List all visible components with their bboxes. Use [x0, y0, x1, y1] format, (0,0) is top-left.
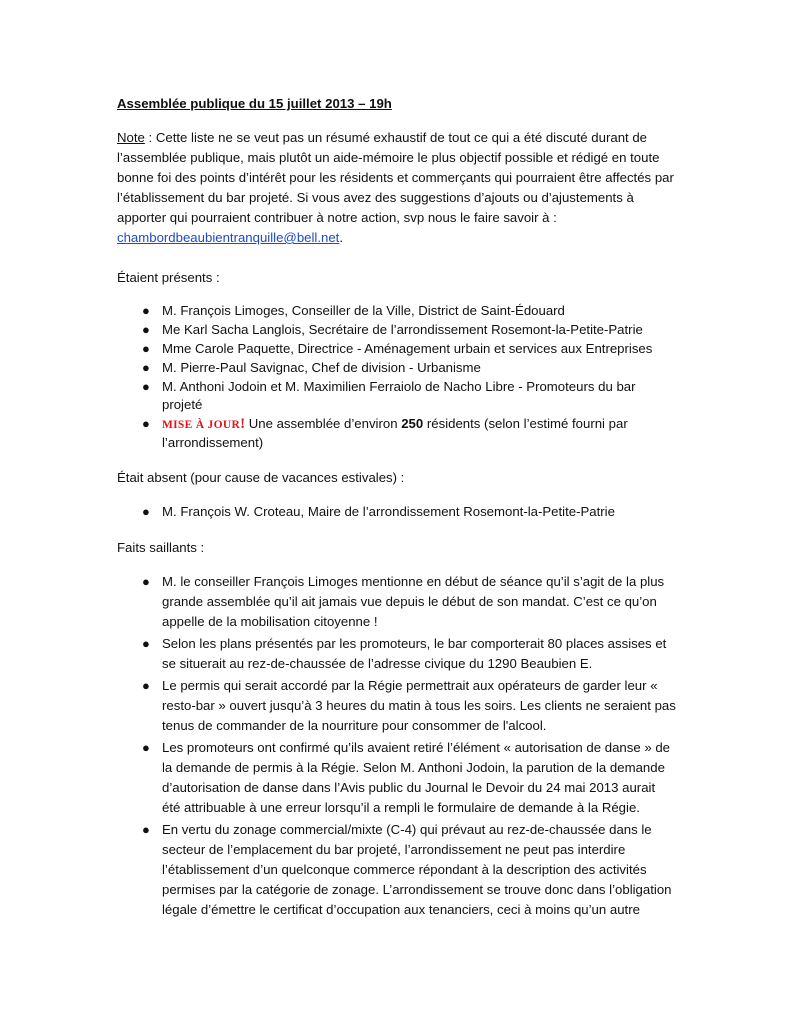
note-text: : Cette liste ne se veut pas un résumé exhaustif de tout ce qui a été discuté durant de l’assemblée publique, mais plutôt un aide-mémoire le plus objectif possible et rédigé en toute bonne foi des points d’intérêt pour les résidents et commerçants qui pourraient être affectés par l’établissement du bar projeté. Si vous avez des suggestions d’ajouts ou d’ajustements à apporter qui pourraient contribuer à notre action, svp nous le faire savoir à :	[117, 130, 674, 225]
absent-list	[117, 502, 677, 522]
bullet-icon: ●	[142, 416, 150, 431]
document-body	[117, 94, 677, 922]
contact-email-link[interactable]: chambordbeaubientranquille@bell.net	[117, 230, 340, 245]
list-item: ● En vertu du zonage commercial/mixte (C-4) qui prévaut au rez-de-chaussée dans le secteur de l’emplacement du bar projeté, l’arrondissement ne peut pas interdire l’établissement d’un quelconque commerce répondant à la description des activités permises par la catégorie de zonage. L’arrondissement se trouve donc dans l’obligation légale d’émettre le certificat d’occupation aux tenanciers, ceci à moins qu’un autre	[142, 822, 672, 917]
presents-heading: Étaient présents :	[117, 270, 220, 285]
document-title: Assemblée publique du 15 juillet 2013 – 19h	[117, 96, 392, 111]
bullet-icon: ●	[142, 303, 150, 318]
bullet-icon: ●	[142, 678, 150, 693]
list-item: ● Me Karl Sacha Langlois, Secrétaire de l’arrondissement Rosemont-la-Petite-Patrie	[142, 322, 643, 337]
note-paragraph	[117, 128, 677, 248]
bullet-icon: ●	[142, 636, 150, 651]
list-item: ● Mme Carole Paquette, Directrice - Aménagement urbain et services aux Entreprises	[142, 341, 653, 356]
bullet-icon: ●	[142, 504, 150, 519]
list-item: ● Le permis qui serait accordé par la Régie permettrait aux opérateurs de garder leur « resto-bar » ouvert jusqu’à 3 heures du matin à tous les soirs. Les clients ne seraient pas tenus de commander de la nourriture pour consommer de l'alcool.	[142, 678, 676, 733]
update-list-item: ● MISE À JOUR! Une assemblée d’environ 250 résidents (selon l’estimé fourni par l’arrondissement)	[142, 416, 628, 450]
faits-list	[117, 572, 677, 920]
bullet-icon: ●	[142, 574, 150, 589]
absent-heading: Était absent (pour cause de vacances estivales) :	[117, 470, 405, 485]
list-item: ● Selon les plans présentés par les promoteurs, le bar comporterait 80 places assises et se situerait au rez-de-chaussée de l’adresse civique du 1290 Beaubien E.	[142, 636, 667, 671]
bullet-icon: ●	[142, 822, 150, 837]
list-item: ● M. François W. Croteau, Maire de l’arrondissement Rosemont-la-Petite-Patrie	[117, 502, 677, 522]
bullet-icon: ●	[142, 322, 150, 337]
list-item: ● M. Anthoni Jodoin et M. Maximilien Ferraiolo de Nacho Libre - Promoteurs du bar projeté	[142, 379, 636, 412]
note-label: Note	[117, 130, 145, 145]
list-item: ● Les promoteurs ont confirmé qu’ils avaient retiré l’élément « autorisation de danse » de la demande de permis à la Régie. Selon M. Anthoni Jodoin, la parution de la demande d’autorisation de danse dans l’Avis public du Journal le Devoir du 24 mai 2013 aurait été attribuable à une erreur lorsqu’il a rempli le formulaire de demande à la Régie.	[142, 740, 671, 815]
bullet-icon: ●	[142, 341, 150, 356]
note-end: .	[339, 230, 344, 245]
presents-list	[117, 302, 677, 452]
faits-heading: Faits saillants :	[117, 540, 205, 555]
bullet-icon: ●	[142, 379, 150, 394]
list-item: ● M. Pierre-Paul Savignac, Chef de division - Urbanisme	[142, 360, 481, 375]
update-label: MISE À JOUR	[162, 419, 241, 431]
update-exclamation: !	[240, 416, 246, 432]
list-item: ● M. François Limoges, Conseiller de la Ville, District de Saint-Édouard	[142, 303, 565, 318]
bullet-icon: ●	[142, 740, 150, 755]
bullet-icon: ●	[142, 360, 150, 375]
attendance-count: 250	[401, 416, 424, 431]
list-item: ● M. le conseiller François Limoges mentionne en début de séance qu’il s’agit de la plus grande assemblée qu’il ait jamais vue depuis le début de son mandat. C’est ce qu’on appelle de la mobilisation citoyenne !	[142, 574, 665, 629]
